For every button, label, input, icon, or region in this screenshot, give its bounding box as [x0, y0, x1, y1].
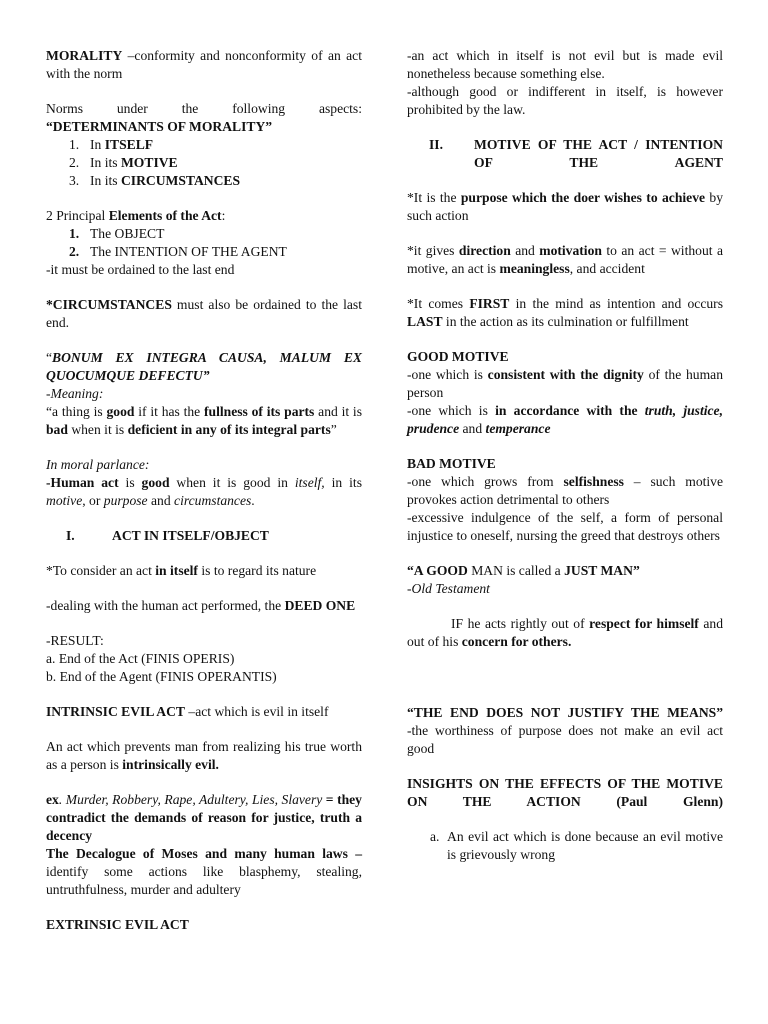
direction-statement: *it gives direction and motivation to an act = without a motive, an act is meaningless, and accident — [407, 243, 723, 276]
section-heading-act-in-itself: I. ACT IN ITSELF/OBJECT — [66, 528, 269, 543]
determinants-list — [46, 136, 362, 190]
meaning-label: -Meaning: — [46, 386, 104, 401]
consider-statement: *To consider an act in itself is to regard its nature — [46, 563, 317, 578]
bad-motive-heading: BAD MOTIVE — [407, 456, 496, 471]
acts-rightly-statement: IF he acts rightly out of respect for himself and out of his concern for others. — [407, 616, 723, 649]
determinants-heading: “DETERMINANTS OF MORALITY” — [46, 119, 273, 134]
bad-motive-2: -excessive indulgence of the self, a form of personal injustice to oneself, nursing the greed that destroys others — [407, 510, 723, 543]
elements-list — [46, 225, 362, 261]
old-testament-ref: -Old Testament — [407, 581, 490, 596]
section-heading-motive: II. MOTIVE OF THE ACT / INTENTION OF THE AGENT — [429, 137, 723, 170]
elements-heading: 2 Principal Elements of the Act: — [46, 208, 226, 223]
insights-heading: INSIGHTS ON THE EFFECTS OF THE MOTIVE ON THE ACTION (Paul Glenn) — [407, 776, 723, 809]
insight-item-a: a. An evil act which is done because an evil motive is grievously wrong — [430, 829, 723, 862]
circumstances-note: *CIRCUMSTANCES must also be ordained to the last end. — [46, 297, 362, 330]
result-item-b: b. End of the Agent (FINIS OPERANTIS) — [46, 669, 277, 684]
decalogue-statement: The Decalogue of Moses and many human laws – identify some actions like blasphemy, stealing, untruthfulness, murder and adultery — [46, 846, 362, 897]
ordained-line: -it must be ordained to the last end — [46, 262, 235, 277]
human-act-statement: -Human act is good when it is good in itself, in its motive, or purpose and circumstances. — [46, 475, 362, 508]
list-item: 2. The INTENTION OF THE AGENT — [69, 244, 287, 259]
intrinsic-evil-definition: INTRINSIC EVIL ACT –act which is evil in itself — [46, 704, 329, 719]
prevents-statement: An act which prevents man from realizing his true worth as a person is intrinsically evil. — [46, 739, 362, 772]
left-column — [46, 47, 362, 934]
extrinsic-def-2: -although good or indifferent in itself, is however prohibited by the law. — [407, 84, 723, 117]
extrinsic-heading: EXTRINSIC EVIL ACT — [46, 917, 189, 932]
end-means-heading: “THE END DOES NOT JUSTIFY THE MEANS” — [407, 705, 723, 720]
examples: ex. Murder, Robbery, Rape, Adultery, Lies, Slavery = they contradict the demands of reason for justice, truth a decency — [46, 792, 362, 843]
dealing-statement: -dealing with the human act performed, the DEED ONE — [46, 598, 356, 613]
worthiness-statement: -the worthiness of purpose does not make an evil act good — [407, 723, 723, 756]
morality-definition: MORALITY –conformity and nonconformity of an act with the norm — [46, 48, 362, 81]
list-item: 3. In its CIRCUMSTANCES — [69, 173, 241, 188]
parlance-label: In moral parlance: — [46, 457, 150, 472]
good-motive-2: -one which is in accordance with the truth, justice, prudence and temperance — [407, 403, 723, 436]
first-last-statement: *It comes FIRST in the mind as intention and occurs LAST in the action as its culmination or fulfillment — [407, 296, 723, 329]
list-item: 1. In ITSELF — [69, 137, 154, 152]
just-man-quote: “A GOOD MAN is called a JUST MAN” — [407, 563, 640, 578]
list-item: 2. In its MOTIVE — [69, 155, 178, 170]
good-motive-1: -one which is consistent with the dignity of the human person — [407, 367, 723, 400]
norms-intro: Norms under the following aspects: — [46, 101, 362, 116]
good-motive-heading: GOOD MOTIVE — [407, 349, 509, 364]
right-column — [407, 47, 723, 864]
result-label: -RESULT: — [46, 633, 104, 648]
meaning-quote: “a thing is good if it has the fullness of its parts and it is bad when it is deficient in any of its integral parts” — [46, 404, 363, 437]
latin-maxim: “BONUM EX INTEGRA CAUSA, MALUM EX QUOCUMQUE DEFECTU” — [46, 350, 362, 383]
extrinsic-def-1: -an act which in itself is not evil but is made evil nonetheless because something else. — [407, 48, 723, 81]
bad-motive-1: -one which grows from selfishness – such motive provokes action detrimental to others — [407, 474, 724, 507]
list-item: 1. The OBJECT — [69, 226, 165, 241]
purpose-statement: *It is the purpose which the doer wishes to achieve by such action — [407, 190, 723, 223]
result-item-a: a. End of the Act (FINIS OPERIS) — [46, 651, 235, 666]
